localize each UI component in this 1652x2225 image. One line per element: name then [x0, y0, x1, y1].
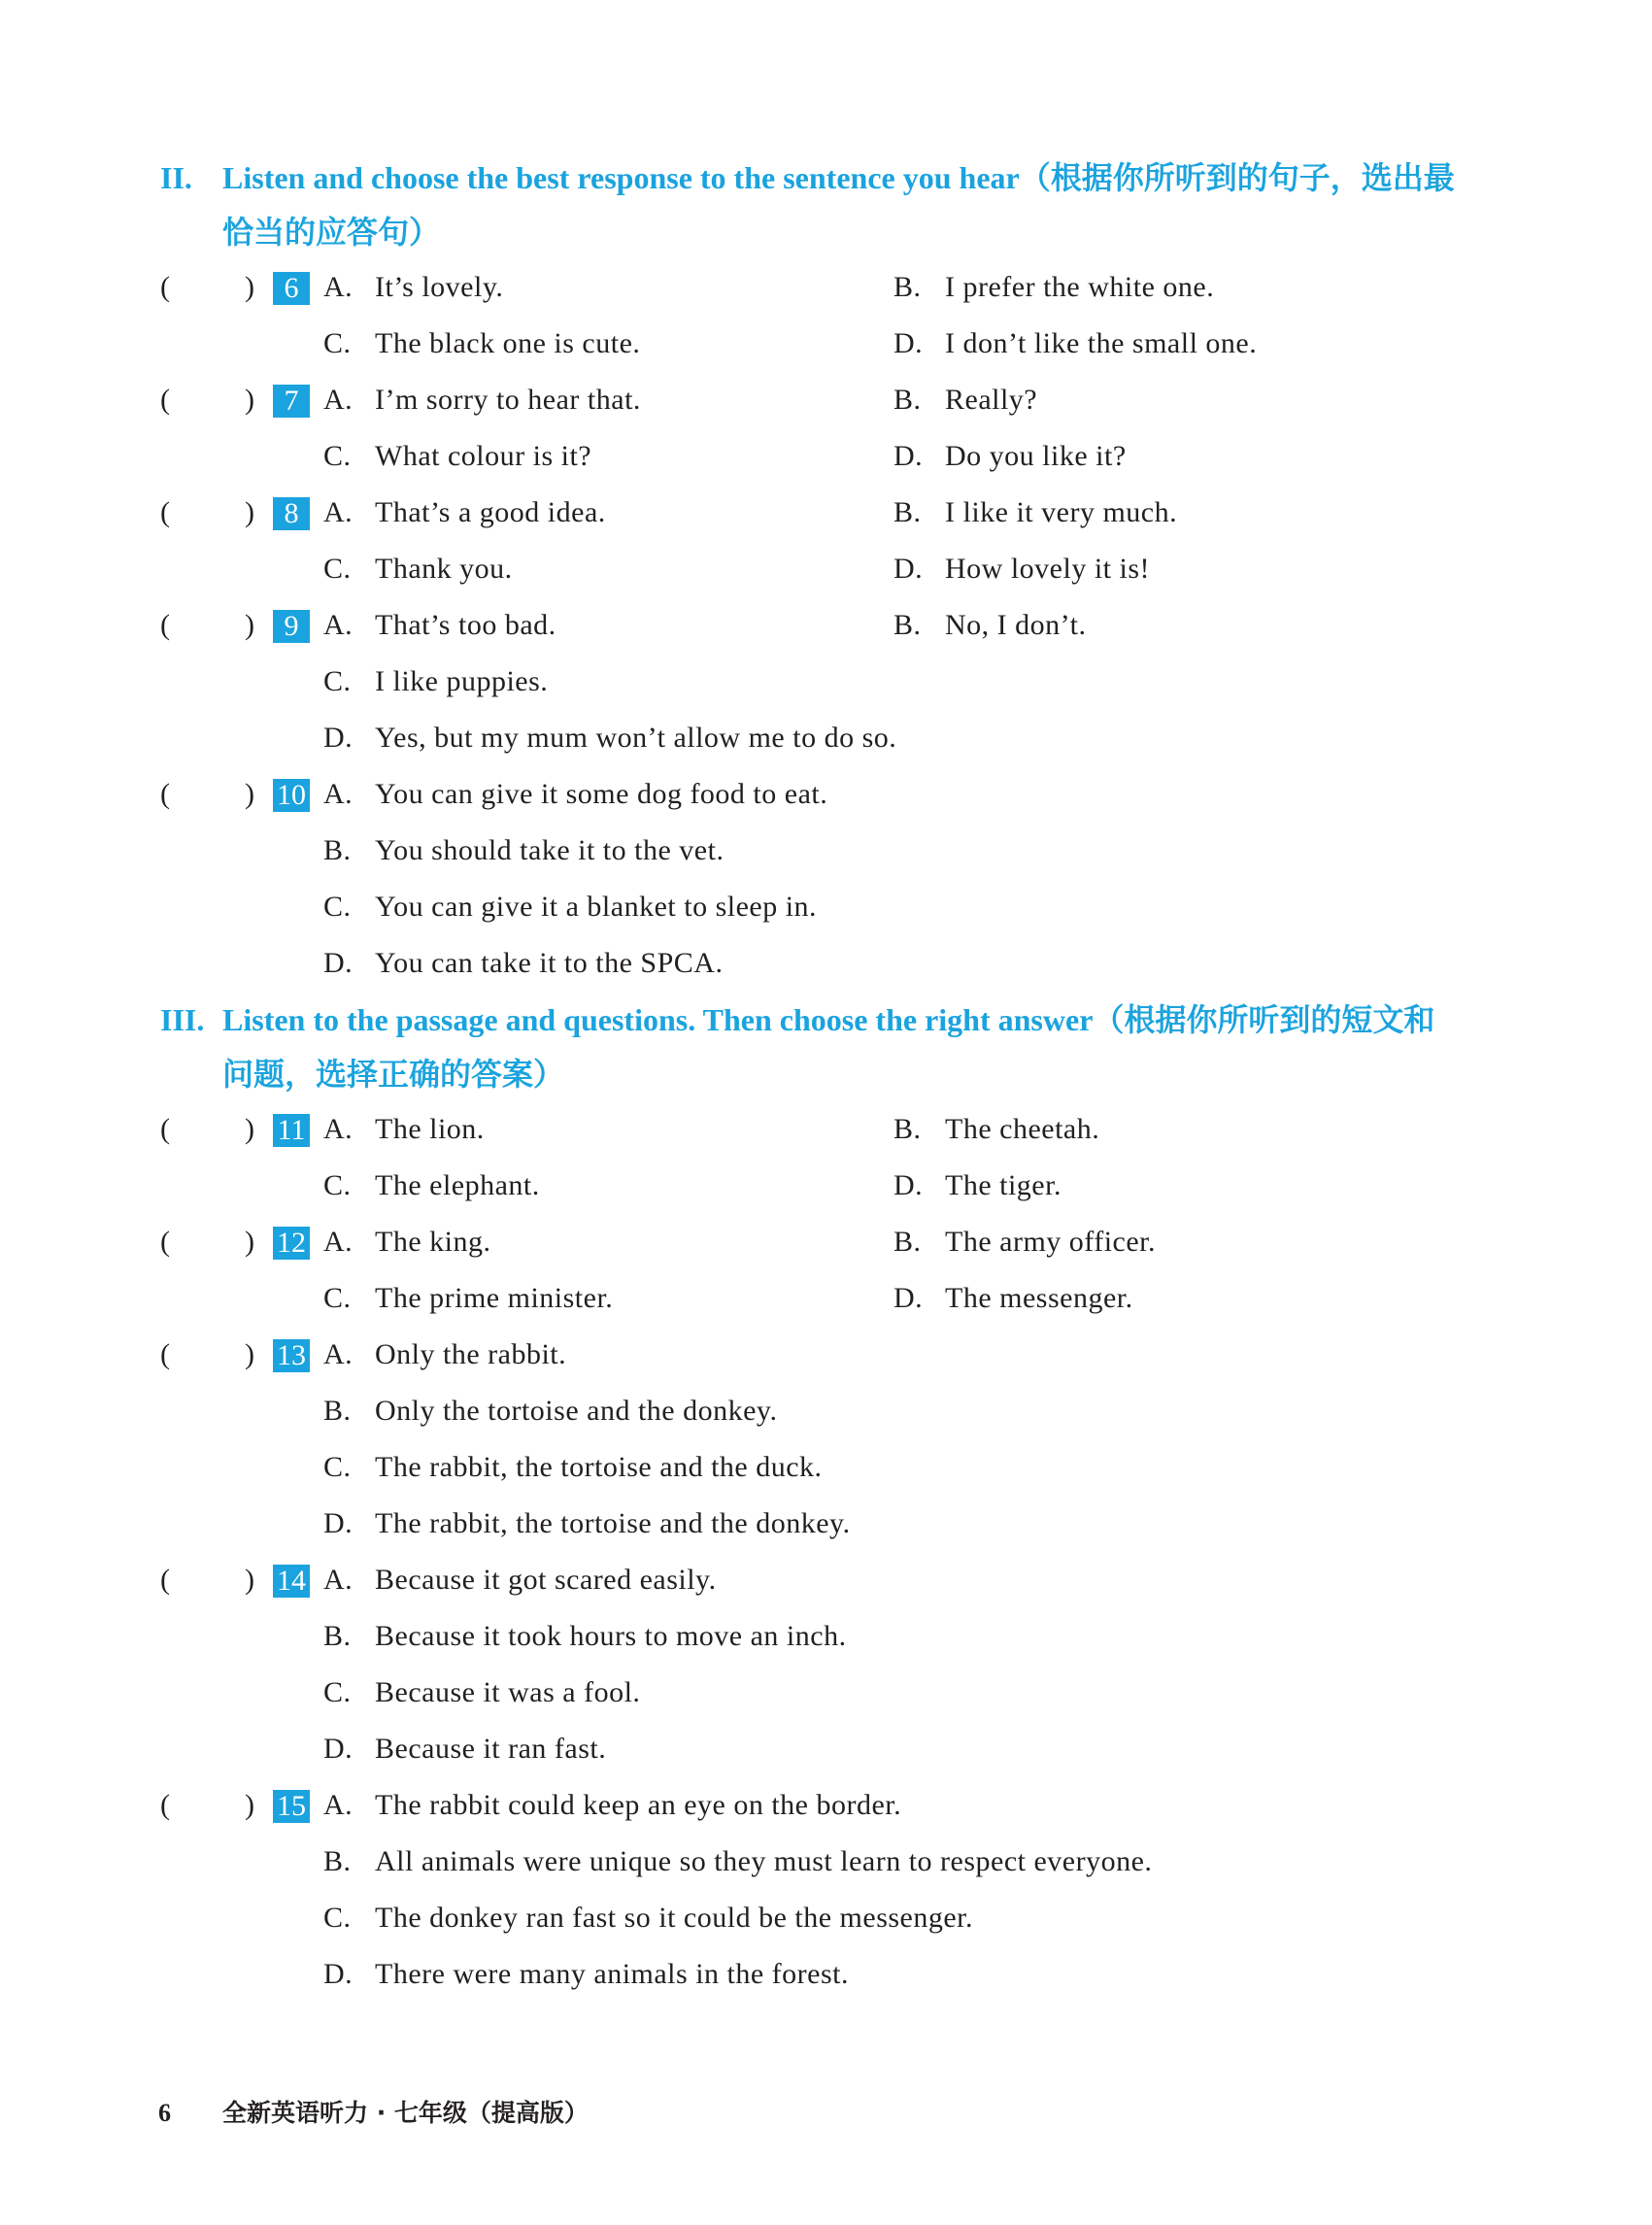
question-10-row-2	[0, 824, 1652, 878]
option-letter: A.	[323, 1226, 354, 1258]
option-d[interactable]	[893, 317, 1257, 371]
option-text: It’s lovely.	[375, 271, 504, 303]
page-number: 6	[158, 2099, 171, 2127]
question-13-row-2	[0, 1384, 1652, 1438]
option-letter: D.	[893, 553, 924, 585]
question-8	[0, 486, 1652, 540]
option-letter: C.	[323, 1282, 352, 1314]
option-letter: D.	[323, 722, 354, 754]
option-text: The cheetah.	[945, 1113, 1100, 1145]
option-text: What colour is it?	[375, 440, 592, 472]
section-2-number: II.	[160, 160, 192, 195]
option-letter: A.	[323, 496, 354, 528]
option-letter: A.	[323, 384, 354, 416]
option-d[interactable]	[893, 1159, 1062, 1213]
answer-blank-close: )	[245, 271, 254, 303]
question-10	[0, 767, 1652, 822]
question-14-row-4	[0, 1722, 1652, 1776]
option-text: Thank you.	[375, 553, 513, 585]
answer-blank-close: )	[245, 1226, 254, 1258]
option-d[interactable]	[323, 711, 896, 765]
question-13-row-3	[0, 1440, 1652, 1495]
question-7-row-2	[0, 429, 1652, 484]
question-number-badge: 15	[273, 1790, 310, 1823]
section-2-title: Listen and choose the best response to the sentence you hear	[222, 160, 1020, 195]
option-c[interactable]	[323, 1271, 613, 1326]
question-number-badge: 7	[273, 385, 310, 418]
option-text: The prime minister.	[375, 1282, 614, 1314]
question-number-badge: 6	[273, 272, 310, 305]
option-text: You can give it a blanket to sleep in.	[375, 891, 818, 923]
option-letter: D.	[323, 947, 354, 979]
option-c[interactable]	[323, 880, 817, 934]
option-letter: B.	[323, 1395, 352, 1427]
option-text: Only the rabbit.	[375, 1338, 567, 1370]
answer-blank-open[interactable]: (	[160, 1564, 170, 1596]
book-title: 全新英语听力 · 七年级（提高版）	[222, 2099, 589, 2127]
option-text: The rabbit, the tortoise and the donkey.	[375, 1507, 851, 1539]
question-number-badge: 9	[273, 610, 310, 643]
answer-blank-close: )	[245, 384, 254, 416]
option-c[interactable]	[323, 1891, 973, 1945]
answer-blank-open[interactable]: (	[160, 496, 170, 528]
option-text: All animals were unique so they must learn to respect everyone.	[375, 1845, 1153, 1877]
option-text: How lovely it is!	[945, 553, 1150, 585]
option-letter: C.	[323, 553, 352, 585]
option-letter: D.	[893, 440, 924, 472]
option-letter: C.	[323, 440, 352, 472]
question-9-row-3	[0, 711, 1652, 765]
option-a[interactable]	[323, 1215, 490, 1269]
question-15-row-2	[0, 1835, 1652, 1889]
option-text: Yes, but my mum won’t allow me to do so.	[375, 722, 897, 754]
question-13-row-4	[0, 1497, 1652, 1551]
question-number-badge: 10	[273, 779, 310, 812]
answer-blank-open[interactable]: (	[160, 271, 170, 303]
question-13	[0, 1328, 1652, 1382]
option-text: You should take it to the vet.	[375, 834, 725, 866]
question-11-row-2	[0, 1159, 1652, 1213]
answer-blank-open[interactable]: (	[160, 1113, 170, 1145]
option-text: You can give it some dog food to eat.	[375, 778, 828, 810]
option-a[interactable]	[323, 767, 827, 822]
option-a[interactable]	[323, 1553, 717, 1607]
option-d[interactable]	[893, 429, 1127, 484]
question-15	[0, 1778, 1652, 1833]
option-b[interactable]	[323, 1609, 847, 1664]
option-d[interactable]	[893, 542, 1150, 596]
option-text: I like it very much.	[945, 496, 1178, 528]
question-10-row-4	[0, 936, 1652, 991]
answer-blank-open[interactable]: (	[160, 778, 170, 810]
option-letter: C.	[323, 665, 352, 697]
section-3-title: Listen to the passage and questions. Then choose the right answer	[222, 1002, 1094, 1037]
option-c[interactable]	[323, 655, 548, 709]
answer-blank-open[interactable]: (	[160, 609, 170, 641]
answer-blank-close: )	[245, 1113, 254, 1145]
answer-blank-close: )	[245, 778, 254, 810]
option-text: Because it took hours to move an inch.	[375, 1620, 847, 1652]
option-d[interactable]	[893, 1271, 1133, 1326]
option-d[interactable]	[323, 1497, 851, 1551]
option-text: Because it was a fool.	[375, 1676, 641, 1708]
section-3-title-cn-2: 问题，选择正确的答案）	[222, 1057, 565, 1092]
option-c[interactable]	[323, 1159, 540, 1213]
question-6-row-2	[0, 317, 1652, 371]
option-letter: A.	[323, 1789, 354, 1821]
option-letter: C.	[323, 1902, 352, 1934]
option-letter: D.	[323, 1733, 354, 1765]
question-number-badge: 14	[273, 1565, 310, 1598]
option-d[interactable]	[323, 936, 723, 991]
option-b[interactable]	[893, 1102, 1099, 1157]
option-text: Because it ran fast.	[375, 1733, 607, 1765]
option-b[interactable]	[323, 1384, 777, 1438]
question-number-badge: 13	[273, 1339, 310, 1372]
option-text: The messenger.	[945, 1282, 1133, 1314]
answer-blank-close: )	[245, 496, 254, 528]
section-2-heading	[160, 151, 1520, 259]
answer-blank-open[interactable]: (	[160, 1789, 170, 1821]
option-d[interactable]	[323, 1722, 606, 1776]
option-b[interactable]	[893, 373, 1037, 427]
option-text: That’s too bad.	[375, 609, 556, 641]
question-7	[0, 373, 1652, 427]
option-c[interactable]	[323, 542, 513, 596]
option-text: The donkey ran fast so it could be the messenger.	[375, 1902, 974, 1934]
option-d[interactable]	[323, 1947, 849, 2002]
option-letter: B.	[893, 496, 922, 528]
option-b[interactable]	[323, 824, 724, 878]
question-9	[0, 598, 1652, 653]
option-letter: B.	[323, 834, 352, 866]
option-letter: B.	[893, 1113, 922, 1145]
option-a[interactable]	[323, 486, 606, 540]
option-letter: B.	[893, 384, 922, 416]
option-a[interactable]	[323, 1328, 566, 1382]
option-letter: A.	[323, 1564, 354, 1596]
question-15-row-4	[0, 1947, 1652, 2002]
option-letter: D.	[323, 1507, 354, 1539]
option-letter: C.	[323, 1451, 352, 1483]
question-14	[0, 1553, 1652, 1607]
option-text: I’m sorry to hear that.	[375, 384, 641, 416]
option-text: Only the tortoise and the donkey.	[375, 1395, 778, 1427]
question-number-badge: 12	[273, 1227, 310, 1260]
option-c[interactable]	[323, 429, 591, 484]
question-number-badge: 11	[273, 1114, 310, 1147]
option-b[interactable]	[893, 1215, 1156, 1269]
option-letter: B.	[893, 1226, 922, 1258]
answer-blank-open[interactable]: (	[160, 1338, 170, 1370]
option-a[interactable]	[323, 260, 503, 315]
option-text: That’s a good idea.	[375, 496, 606, 528]
option-text: The lion.	[375, 1113, 485, 1145]
option-b[interactable]	[893, 486, 1177, 540]
option-c[interactable]	[323, 1440, 823, 1495]
option-letter: A.	[323, 1113, 354, 1145]
section-3-heading	[160, 993, 1520, 1101]
option-b[interactable]	[893, 598, 1086, 653]
option-a[interactable]	[323, 1778, 901, 1833]
option-letter: B.	[323, 1620, 352, 1652]
question-12-row-2	[0, 1271, 1652, 1326]
option-text: The black one is cute.	[375, 327, 641, 359]
option-a[interactable]	[323, 373, 641, 427]
answer-blank-close: )	[245, 1564, 254, 1596]
option-text: I like puppies.	[375, 665, 549, 697]
section-3-number: III.	[160, 1002, 205, 1037]
option-letter: C.	[323, 891, 352, 923]
answer-blank-close: )	[245, 1338, 254, 1370]
question-11	[0, 1102, 1652, 1157]
option-text: Really?	[945, 384, 1038, 416]
option-letter: A.	[323, 609, 354, 641]
question-8-row-2	[0, 542, 1652, 596]
option-text: The rabbit could keep an eye on the border.	[375, 1789, 902, 1821]
question-6	[0, 260, 1652, 315]
option-text: There were many animals in the forest.	[375, 1958, 849, 1990]
section-2-title-cn-2: 恰当的应答句）	[222, 215, 441, 250]
option-text: I don’t like the small one.	[945, 327, 1258, 359]
option-c[interactable]	[323, 1666, 640, 1720]
option-c[interactable]	[323, 317, 640, 371]
option-text: The elephant.	[375, 1169, 540, 1201]
question-number-badge: 8	[273, 497, 310, 530]
answer-blank-close: )	[245, 609, 254, 641]
option-letter: A.	[323, 778, 354, 810]
option-text: The rabbit, the tortoise and the duck.	[375, 1451, 823, 1483]
option-text: No, I don’t.	[945, 609, 1087, 641]
option-text: Because it got scared easily.	[375, 1564, 717, 1596]
option-letter: D.	[893, 1169, 924, 1201]
option-letter: D.	[323, 1958, 354, 1990]
option-text: Do you like it?	[945, 440, 1127, 472]
option-text: You can take it to the SPCA.	[375, 947, 724, 979]
option-letter: B.	[893, 609, 922, 641]
section-2-title-cn: （根据你所听到的句子，选出最	[1019, 160, 1455, 195]
question-12	[0, 1215, 1652, 1269]
option-b[interactable]	[893, 260, 1214, 315]
option-letter: C.	[323, 327, 352, 359]
option-a[interactable]	[323, 598, 556, 653]
option-letter: A.	[323, 271, 354, 303]
option-text: The army officer.	[945, 1226, 1157, 1258]
option-text: I prefer the white one.	[945, 271, 1215, 303]
option-a[interactable]	[323, 1102, 485, 1157]
answer-blank-close: )	[245, 1789, 254, 1821]
option-letter: A.	[323, 1338, 354, 1370]
section-3-title-cn: （根据你所听到的短文和	[1093, 1002, 1435, 1037]
question-14-row-2	[0, 1609, 1652, 1664]
option-text: The tiger.	[945, 1169, 1062, 1201]
option-letter: B.	[893, 271, 922, 303]
option-letter: C.	[323, 1676, 352, 1708]
question-14-row-3	[0, 1666, 1652, 1720]
question-15-row-3	[0, 1891, 1652, 1945]
answer-blank-open[interactable]: (	[160, 1226, 170, 1258]
option-letter: C.	[323, 1169, 352, 1201]
option-letter: D.	[893, 1282, 924, 1314]
question-10-row-3	[0, 880, 1652, 934]
option-letter: B.	[323, 1845, 352, 1877]
option-b[interactable]	[323, 1835, 1152, 1889]
option-text: The king.	[375, 1226, 491, 1258]
answer-blank-open[interactable]: (	[160, 384, 170, 416]
option-letter: D.	[893, 327, 924, 359]
question-9-row-2	[0, 655, 1652, 709]
